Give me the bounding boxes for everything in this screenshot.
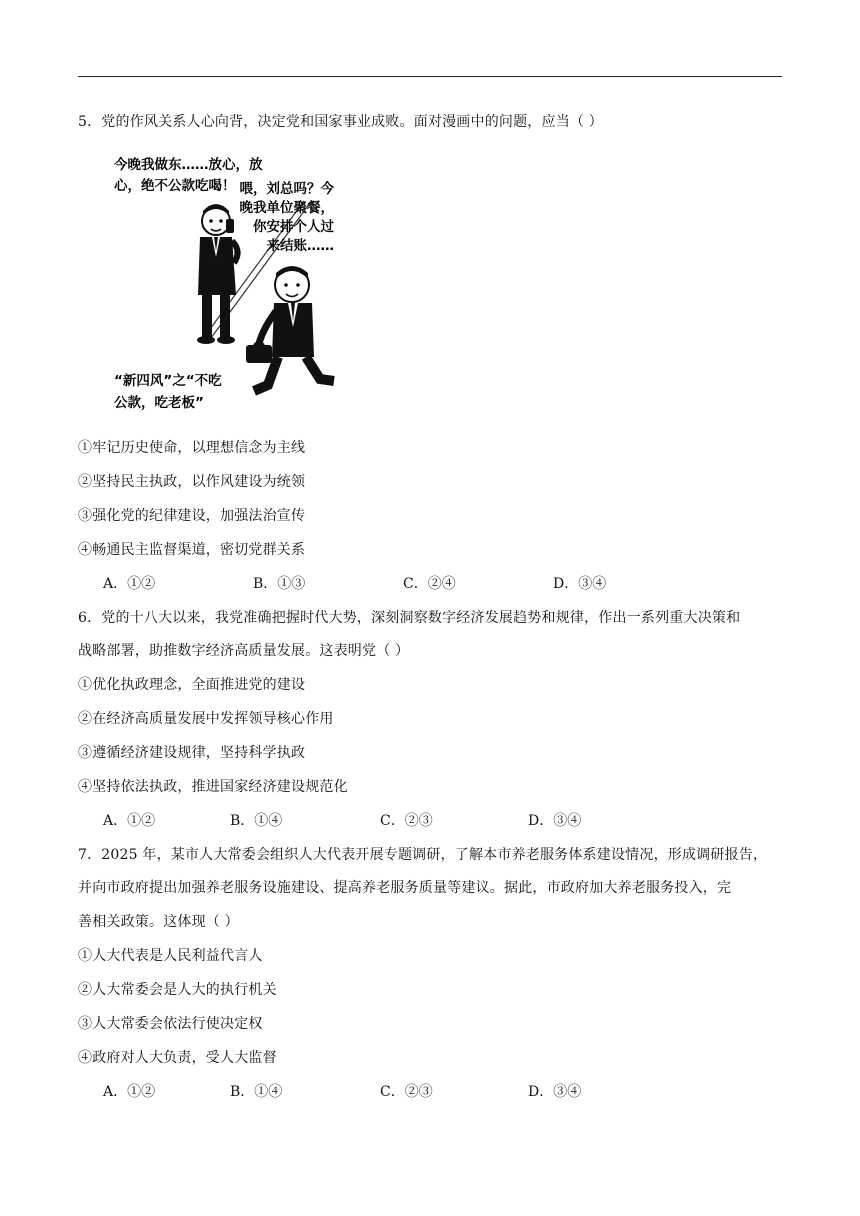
q6-option-d[interactable]: D．③④	[528, 813, 582, 829]
q7-statement-2: ②人大常委会是人大的执行机关	[78, 982, 277, 998]
q6-statement-2: ②在经济高质量发展中发挥领导核心作用	[78, 711, 334, 727]
cartoon-bubble-right-line3: 你安排个人过	[253, 219, 334, 235]
q7-option-b[interactable]: B．①④	[230, 1084, 283, 1100]
cartoon-bubble-left-line2: 心，绝不公款吃喝！	[114, 178, 236, 194]
q5-statement-2: ②坚持民主执政，以作风建设为统领	[78, 474, 306, 490]
q6-stem-line2: 战略部署，助推数字经济高质量发展。这表明党（ ）	[78, 643, 410, 659]
q5-option-a[interactable]: A．①②	[103, 576, 156, 592]
q7-option-a[interactable]: A．①②	[103, 1084, 156, 1100]
cartoon-bubble-left-line1: 今晚我做东……放心，放	[114, 157, 263, 173]
cartoon-figure-official	[197, 204, 238, 344]
cartoon-caption-line2: 公款，吃老板”	[114, 395, 204, 411]
q6-option-b[interactable]: B．①④	[230, 813, 283, 829]
q6-option-a[interactable]: A．①②	[103, 813, 156, 829]
cartoon-bubble-right-line4: 来结账……	[266, 238, 334, 254]
q6-stem-line1: 6．党的十八大以来，我党准确把握时代大势，深刻洞察数字经济发展趋势和规律，作出一系列重大决策和	[78, 610, 741, 626]
q6-statement-1: ①优化执政理念，全面推进党的建设	[78, 677, 306, 693]
q6-option-c[interactable]: C．②③	[380, 813, 433, 829]
q7-option-c[interactable]: C．②③	[380, 1084, 433, 1100]
q5-option-c[interactable]: C．②④	[403, 576, 456, 592]
q7-statement-4: ④政府对人大负责，受人大监督	[78, 1050, 277, 1066]
q7-stem-line1: 7．2025 年，某市人大常委会组织人大代表开展专题调研，了解本市养老服务体系建设情况，形成调研报告，	[78, 847, 768, 863]
q6-statement-3: ③遵循经济建设规律，坚持科学执政	[78, 745, 306, 761]
q7-statement-1: ①人大代表是人民利益代言人	[78, 948, 263, 964]
cartoon-caption-line1: “新四风”之“不吃	[114, 373, 222, 389]
cartoon-figure-businessman	[246, 266, 334, 391]
cartoon-bubble-right-line1: 喂，刘总吗？今	[239, 181, 334, 197]
header-rule	[78, 76, 782, 77]
q5-option-d[interactable]: D．③④	[553, 576, 607, 592]
q5-stem: 5．党的作风关系人心向背，决定党和国家事业成败。面对漫画中的问题，应当（ ）	[78, 114, 603, 130]
q7-stem-line2: 并向市政府提出加强养老服务设施建设、提高养老服务质量等建议。据此，市政府加大养老服务投入，完	[78, 880, 732, 896]
cartoon-image	[108, 145, 340, 417]
cartoon-bubble-right-line2: 晚我单位聚餐，	[239, 200, 334, 216]
q7-statement-3: ③人大常委会依法行使决定权	[78, 1016, 263, 1032]
q7-option-d[interactable]: D．③④	[528, 1084, 582, 1100]
q5-statement-4: ④畅通民主监督渠道，密切党群关系	[78, 542, 306, 558]
q7-stem-line3: 善相关政策。这体现（ ）	[78, 914, 239, 930]
q5-statement-3: ③强化党的纪律建设，加强法治宣传	[78, 508, 306, 524]
q5-statement-1: ①牢记历史使命，以理想信念为主线	[78, 440, 306, 456]
q6-statement-4: ④坚持依法执政，推进国家经济建设规范化	[78, 779, 348, 795]
q5-option-b[interactable]: B．①③	[253, 576, 306, 592]
